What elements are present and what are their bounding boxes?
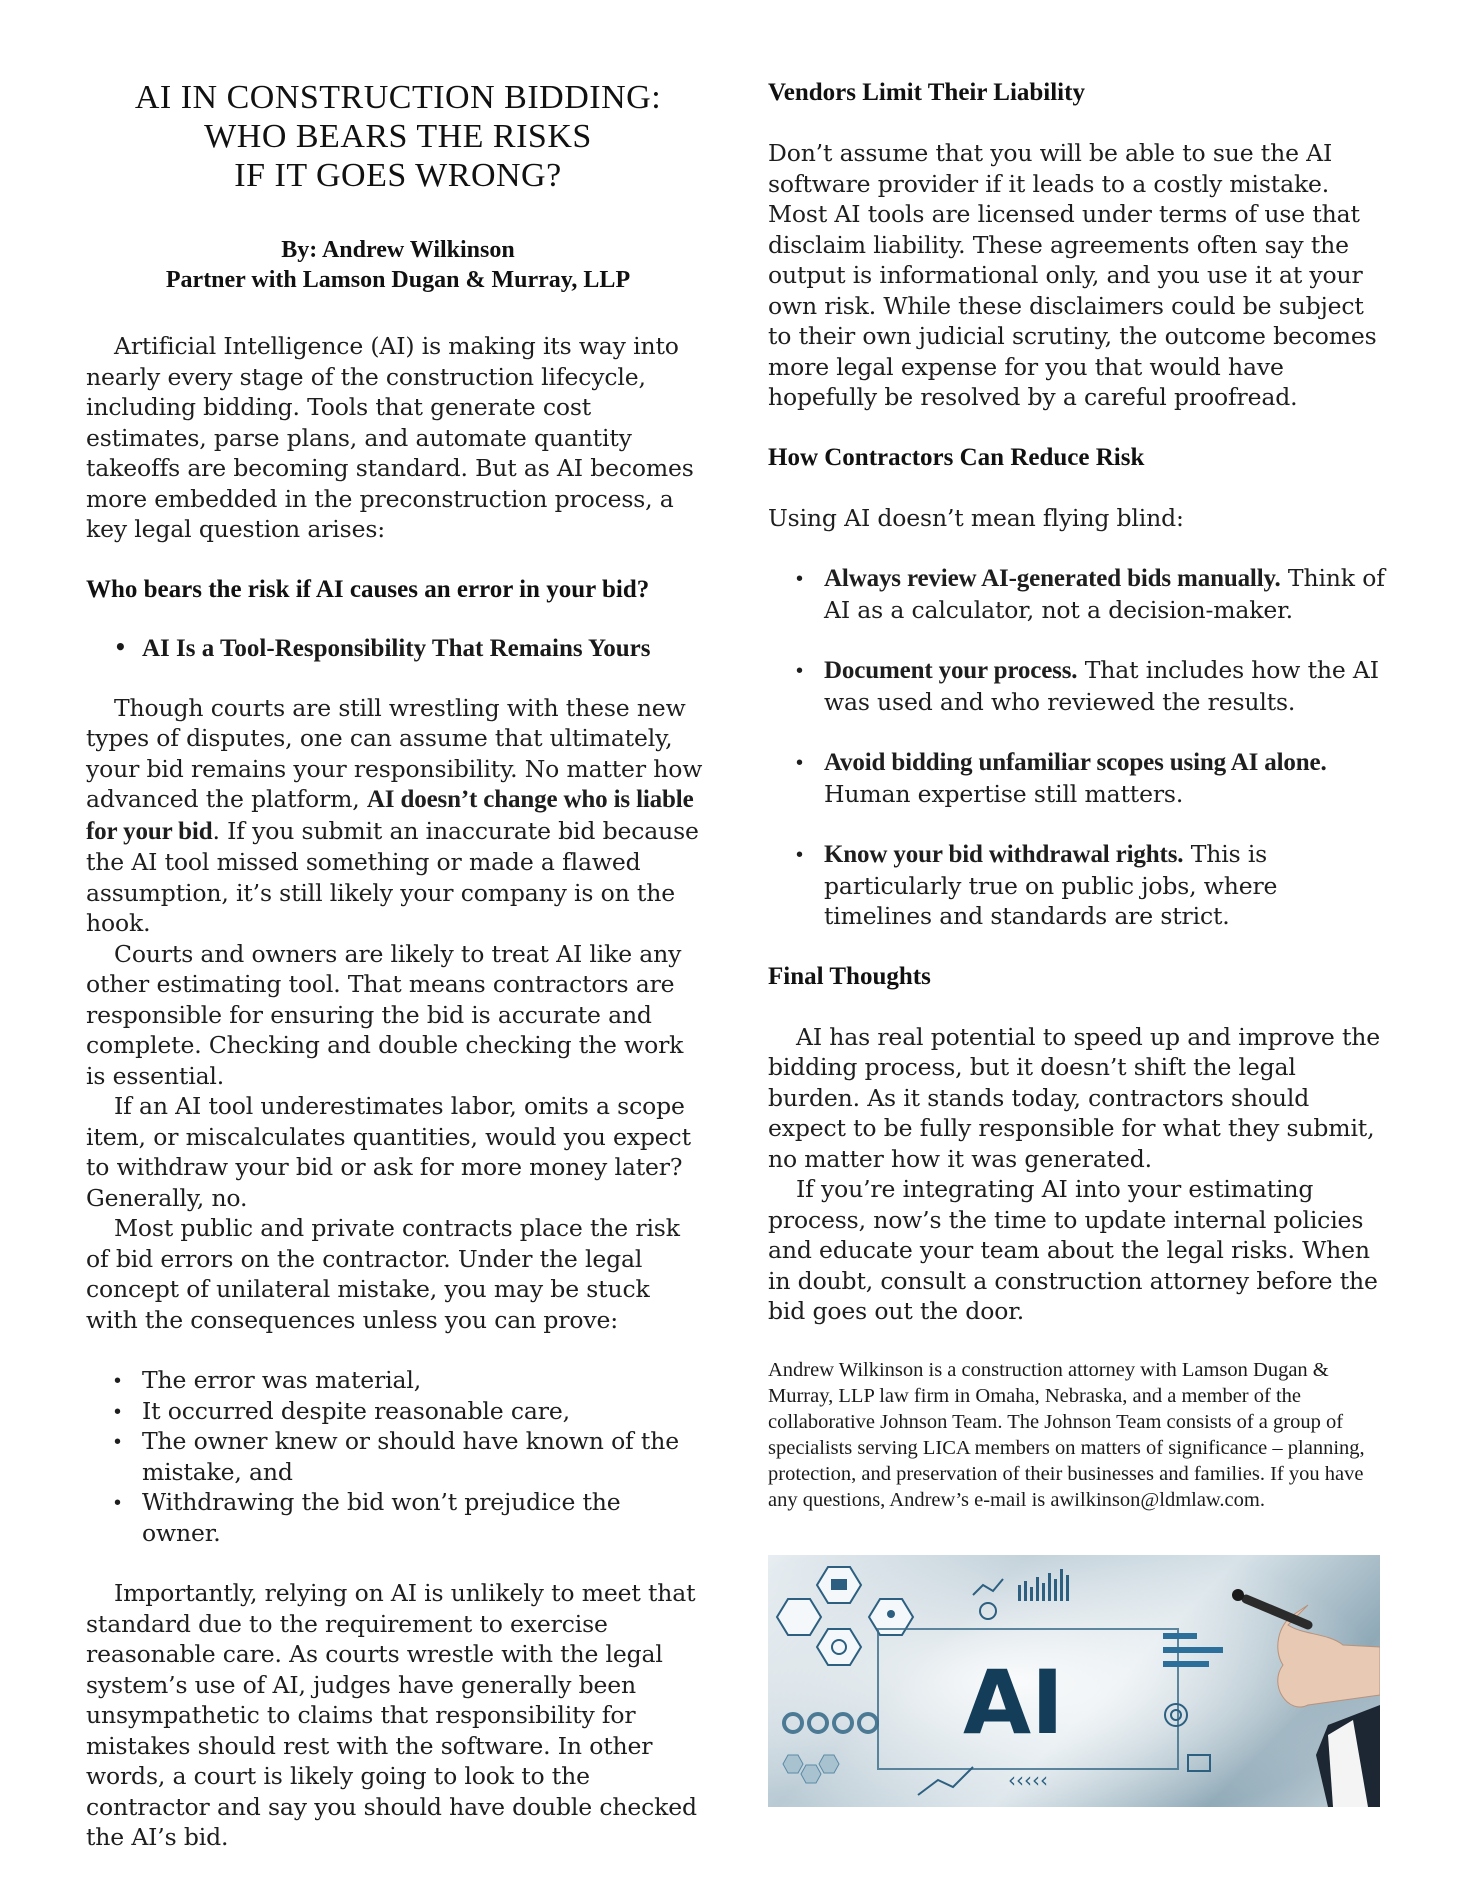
left-column [86,78,706,1853]
tool-bullet-list [86,635,706,663]
tip-item [768,563,1388,625]
final-paragraph-1: AI has real potential to speed up and improve the bidding process, but it doesn’t shift the legal burden. As it stands today, contractors should expect to be fully responsible for what they submit, no matter how it was generated. [768,1022,1380,1173]
tip-text: Human expertise still matters. [824,779,1184,808]
tip-bold: Know your bid withdrawal rights. [824,841,1184,868]
proof-item: • Withdrawing the bid won’t prejudice the owner. [86,1487,706,1548]
responsibility-paragraph [86,693,706,939]
title-line-2: WHO BEARS THE RISKS [204,118,592,155]
p1-part-a: Though courts are still wrestling with these new types of disputes, one can assume that ultimately, your bid remains your responsibility. No matter how advanced the platform, [86,693,703,813]
reasonable-care-paragraph: Importantly, relying on AI is unlikely to meet that standard due to the requirement to exercise reasonable care. As courts wrestle with the legal system’s use of AI, judges have generally been unsympathetic to claims that responsibility for mistakes should rest with the software. In other words, a court is likely going to look to the contractor and say you should have double checked the AI’s bid. [86,1579,697,1851]
title-line-1: AI IN CONSTRUCTION BIDDING: [134,79,662,116]
tip-text: Think of AI as a calculator, not a decision-maker. [824,564,1385,624]
byline-author: By: Andrew Wilkinson [281,237,515,263]
intro-paragraph: Artificial Intelligence (AI) is making its way into nearly every stage of the construction lifecycle, including bidding. Tools that generate cost estimates, parse plans, and automate quantity takeoffs are becoming standard. But as AI becomes more embedded in the preconstruction process, a key legal question arises: [86,332,694,543]
p1-part-b: . If you submit an inaccurate bid because the AI tool missed something or made a flawed assumption, it’s still likely your company is on the hook. [86,816,699,937]
byline-firm: Partner with Lamson Dugan & Murray, LLP [165,267,631,293]
final-thoughts-heading: Final Thoughts [768,962,931,990]
vendors-heading: Vendors Limit Their Liability [768,79,1085,106]
tip-bold: Avoid bidding unfamiliar scopes using AI alone. [824,749,1327,776]
tool-bullet-item: • AI Is a Tool-Responsibility That Remains Yours [86,635,706,663]
svg-text:‹‹‹‹‹: ‹‹‹‹‹ [1008,1768,1048,1792]
tip-item [768,747,1388,809]
final-paragraph-2: If you’re integrating AI into your estimating process, now’s the time to update internal policies and educate your team about the legal risks. When in doubt, consult a construction attorney before the bid goes out the door. [768,1175,1378,1325]
courts-paragraph: Courts and owners are likely to treat AI like any other estimating tool. That means contractors are responsible for ensuring the bid is accurate and complete. Checking and double checking the work is essential. [86,939,684,1090]
right-column [768,78,1388,1513]
tip-item [768,839,1388,932]
ai-image-text: AI [963,1651,1064,1754]
tip-text: That includes how the AI was used and who reviewed the results. [824,656,1379,716]
underestimate-paragraph: If an AI tool underestimates labor, omits a scope item, or miscalculates quantities, would you expect to withdraw your bid or ask for more money later? Generally, no. [86,1092,691,1212]
author-bio: Andrew Wilkinson is a construction attorney with Lamson Dugan & Murray, LLP law firm in Omaha, Nebraska, and a member of the collaborative Johnson Team. The Johnson Team consists of a group of specialists serving LICA members on matters of significance – planning, protection, and preservation of their businesses and families. If you have any questions, Andrew’s e-mail is awilkinson@ldmlaw.com. [768,1358,1365,1511]
proof-item: • It occurred despite reasonable care, [86,1396,706,1427]
byline [78,235,718,295]
p1-bold: AI doesn’t change who is liable for your bid [86,786,694,845]
question-heading: Who bears the risk if AI causes an error in your bid? [86,575,650,603]
tip-bold: Document your process. [824,657,1078,684]
proof-item: • The error was material, [86,1365,706,1396]
tip-item [768,655,1388,717]
proof-item: • The owner knew or should have known of the mistake, and [86,1426,706,1487]
tip-text: This is particularly true on public jobs, where timelines and standards are strict. [824,840,1278,930]
contracts-paragraph: Most public and private contracts place the risk of bid errors on the contractor. Under the legal concept of unilateral mistake, you may be stuck with the consequences unless you can prove: [86,1214,680,1334]
reduce-risk-heading: How Contractors Can Reduce Risk [768,443,1145,471]
title-line-3: IF IT GOES WRONG? [234,157,562,194]
vendors-paragraph: Don’t assume that you will be able to sue the AI software provider if it leads to a costly mistake. Most AI tools are licensed under terms of use that disclaim liability. These agreements often say the output is informational only, and you use it at your own risk. While these disclaimers could be subject to their own judicial scrutiny, the outcome becomes more legal expense for you that would have hopefully be resolved by a careful proofread. [768,139,1377,411]
tips-list [768,563,1388,932]
ai-illustration [768,1555,1380,1807]
reduce-risk-intro: Using AI doesn’t mean flying blind: [768,503,1184,532]
tip-bold: Always review AI-generated bids manually. [824,565,1281,592]
proof-list [86,1365,706,1548]
ai-hologram-illustration-icon [768,1555,1380,1807]
article-title [78,78,718,195]
